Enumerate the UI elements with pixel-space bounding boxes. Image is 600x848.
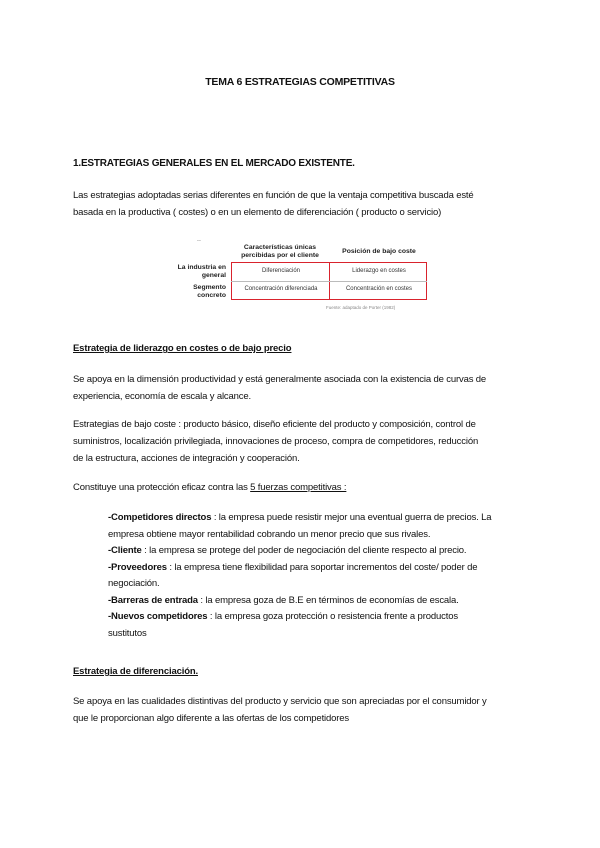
header-line: Segmento <box>193 284 226 291</box>
header-line: Características únicas <box>243 244 317 251</box>
item-text: : la empresa tiene flexibilidad para soportar incrementos del coste/ poder de <box>166 561 478 573</box>
cell-cost-focus: Concentración en costes <box>345 286 413 292</box>
paragraph <box>73 693 528 727</box>
text-line: Se apoya en la dimensión productividad y está generalmente asociada con la existencia de curvas de <box>73 374 487 385</box>
strategy-matrix-figure <box>166 236 436 316</box>
text-line: Se apoya en las cualidades distintivas del producto y servicio que son apreciadas por el consumidor y <box>73 696 487 707</box>
cell-differentiated-focus: Concentración diferenciada <box>244 286 318 292</box>
item-text: empresa obtiene mayor rentabilidad cobrando un menor precio que sus rivales. <box>108 528 431 540</box>
text-line: de la estructura, acciones de integración y cooperación. <box>73 453 300 464</box>
paragraph <box>73 416 528 467</box>
figure-mark: .. <box>197 236 201 243</box>
cell-differentiation: Diferenciación <box>261 268 301 274</box>
header-line: percibidas por el cliente <box>241 252 319 259</box>
text-run: Constituye una protección eficaz contra las <box>73 482 251 493</box>
list-item <box>108 609 528 642</box>
text-line: Las estrategias adoptadas serias diferentes en función de que la ventaja competitiva buscada esté <box>73 190 474 201</box>
text-line: Estrategias de bajo coste : producto básico, diseño eficiente del producto y composición, control de <box>73 419 476 430</box>
paragraph <box>73 371 528 405</box>
intro-paragraph <box>73 187 528 221</box>
list-item <box>108 560 528 593</box>
forces-list <box>108 510 528 642</box>
item-label: -Nuevos competidores <box>108 611 208 622</box>
item-label: -Barreras de entrada <box>108 594 198 606</box>
item-text: sustitutos <box>108 627 147 639</box>
figure-source: Fuente: adaptado de Porter (1982) <box>326 305 396 310</box>
item-label: -Proveedores <box>108 561 167 573</box>
list-item <box>108 593 528 610</box>
item-label: -Competidores directos <box>108 512 212 523</box>
text-line: suministros, localización privilegiada, innovaciones de proceso, compra de competidores, reducción <box>73 436 479 447</box>
header-line: La industria en <box>177 264 226 271</box>
paragraph <box>73 479 528 496</box>
text-line: que le proporcionan algo diferente a las ofertas de los competidores <box>73 713 350 724</box>
cell-cost-leadership: Liderazgo en costes <box>352 268 406 274</box>
item-text: : la empresa puede resistir mejor una eventual guerra de precios. La <box>211 512 492 523</box>
header-line: concreto <box>197 292 226 299</box>
item-text: : la empresa goza protección o resistencia frente a productos <box>207 611 458 622</box>
row-header-industry <box>166 264 226 280</box>
list-item <box>108 510 528 543</box>
item-text: : la empresa goza de B.E en términos de economías de escala. <box>197 594 459 606</box>
subsection-heading: Estrategia de liderazgo en costes o de bajo precio <box>73 343 292 354</box>
section-heading: 1.ESTRATEGIAS GENERALES EN EL MERCADO EXISTENTE. <box>73 158 355 169</box>
list-item <box>108 543 528 560</box>
column-header-unique <box>234 244 326 260</box>
item-text: : la empresa se protege del poder de negociación del cliente respecto al precio. <box>141 545 467 556</box>
row-header-segment <box>166 284 226 300</box>
item-label: -Cliente <box>108 545 142 556</box>
matrix-divider <box>231 281 427 282</box>
underlined-text: 5 fuerzas competitivas : <box>250 482 347 493</box>
text-line: basada en la productiva ( costes) o en un elemento de diferenciación ( producto o servicio) <box>73 207 442 218</box>
item-text: negociación. <box>108 578 160 589</box>
header-line: general <box>201 272 226 279</box>
column-header-low-cost: Posición de bajo coste <box>342 248 416 255</box>
text-line: experiencia, economía de escala y alcance. <box>73 391 252 402</box>
page-title: TEMA 6 ESTRATEGIAS COMPETITIVAS <box>205 76 395 88</box>
subsection-heading: Estrategia de diferenciación. <box>73 666 198 677</box>
